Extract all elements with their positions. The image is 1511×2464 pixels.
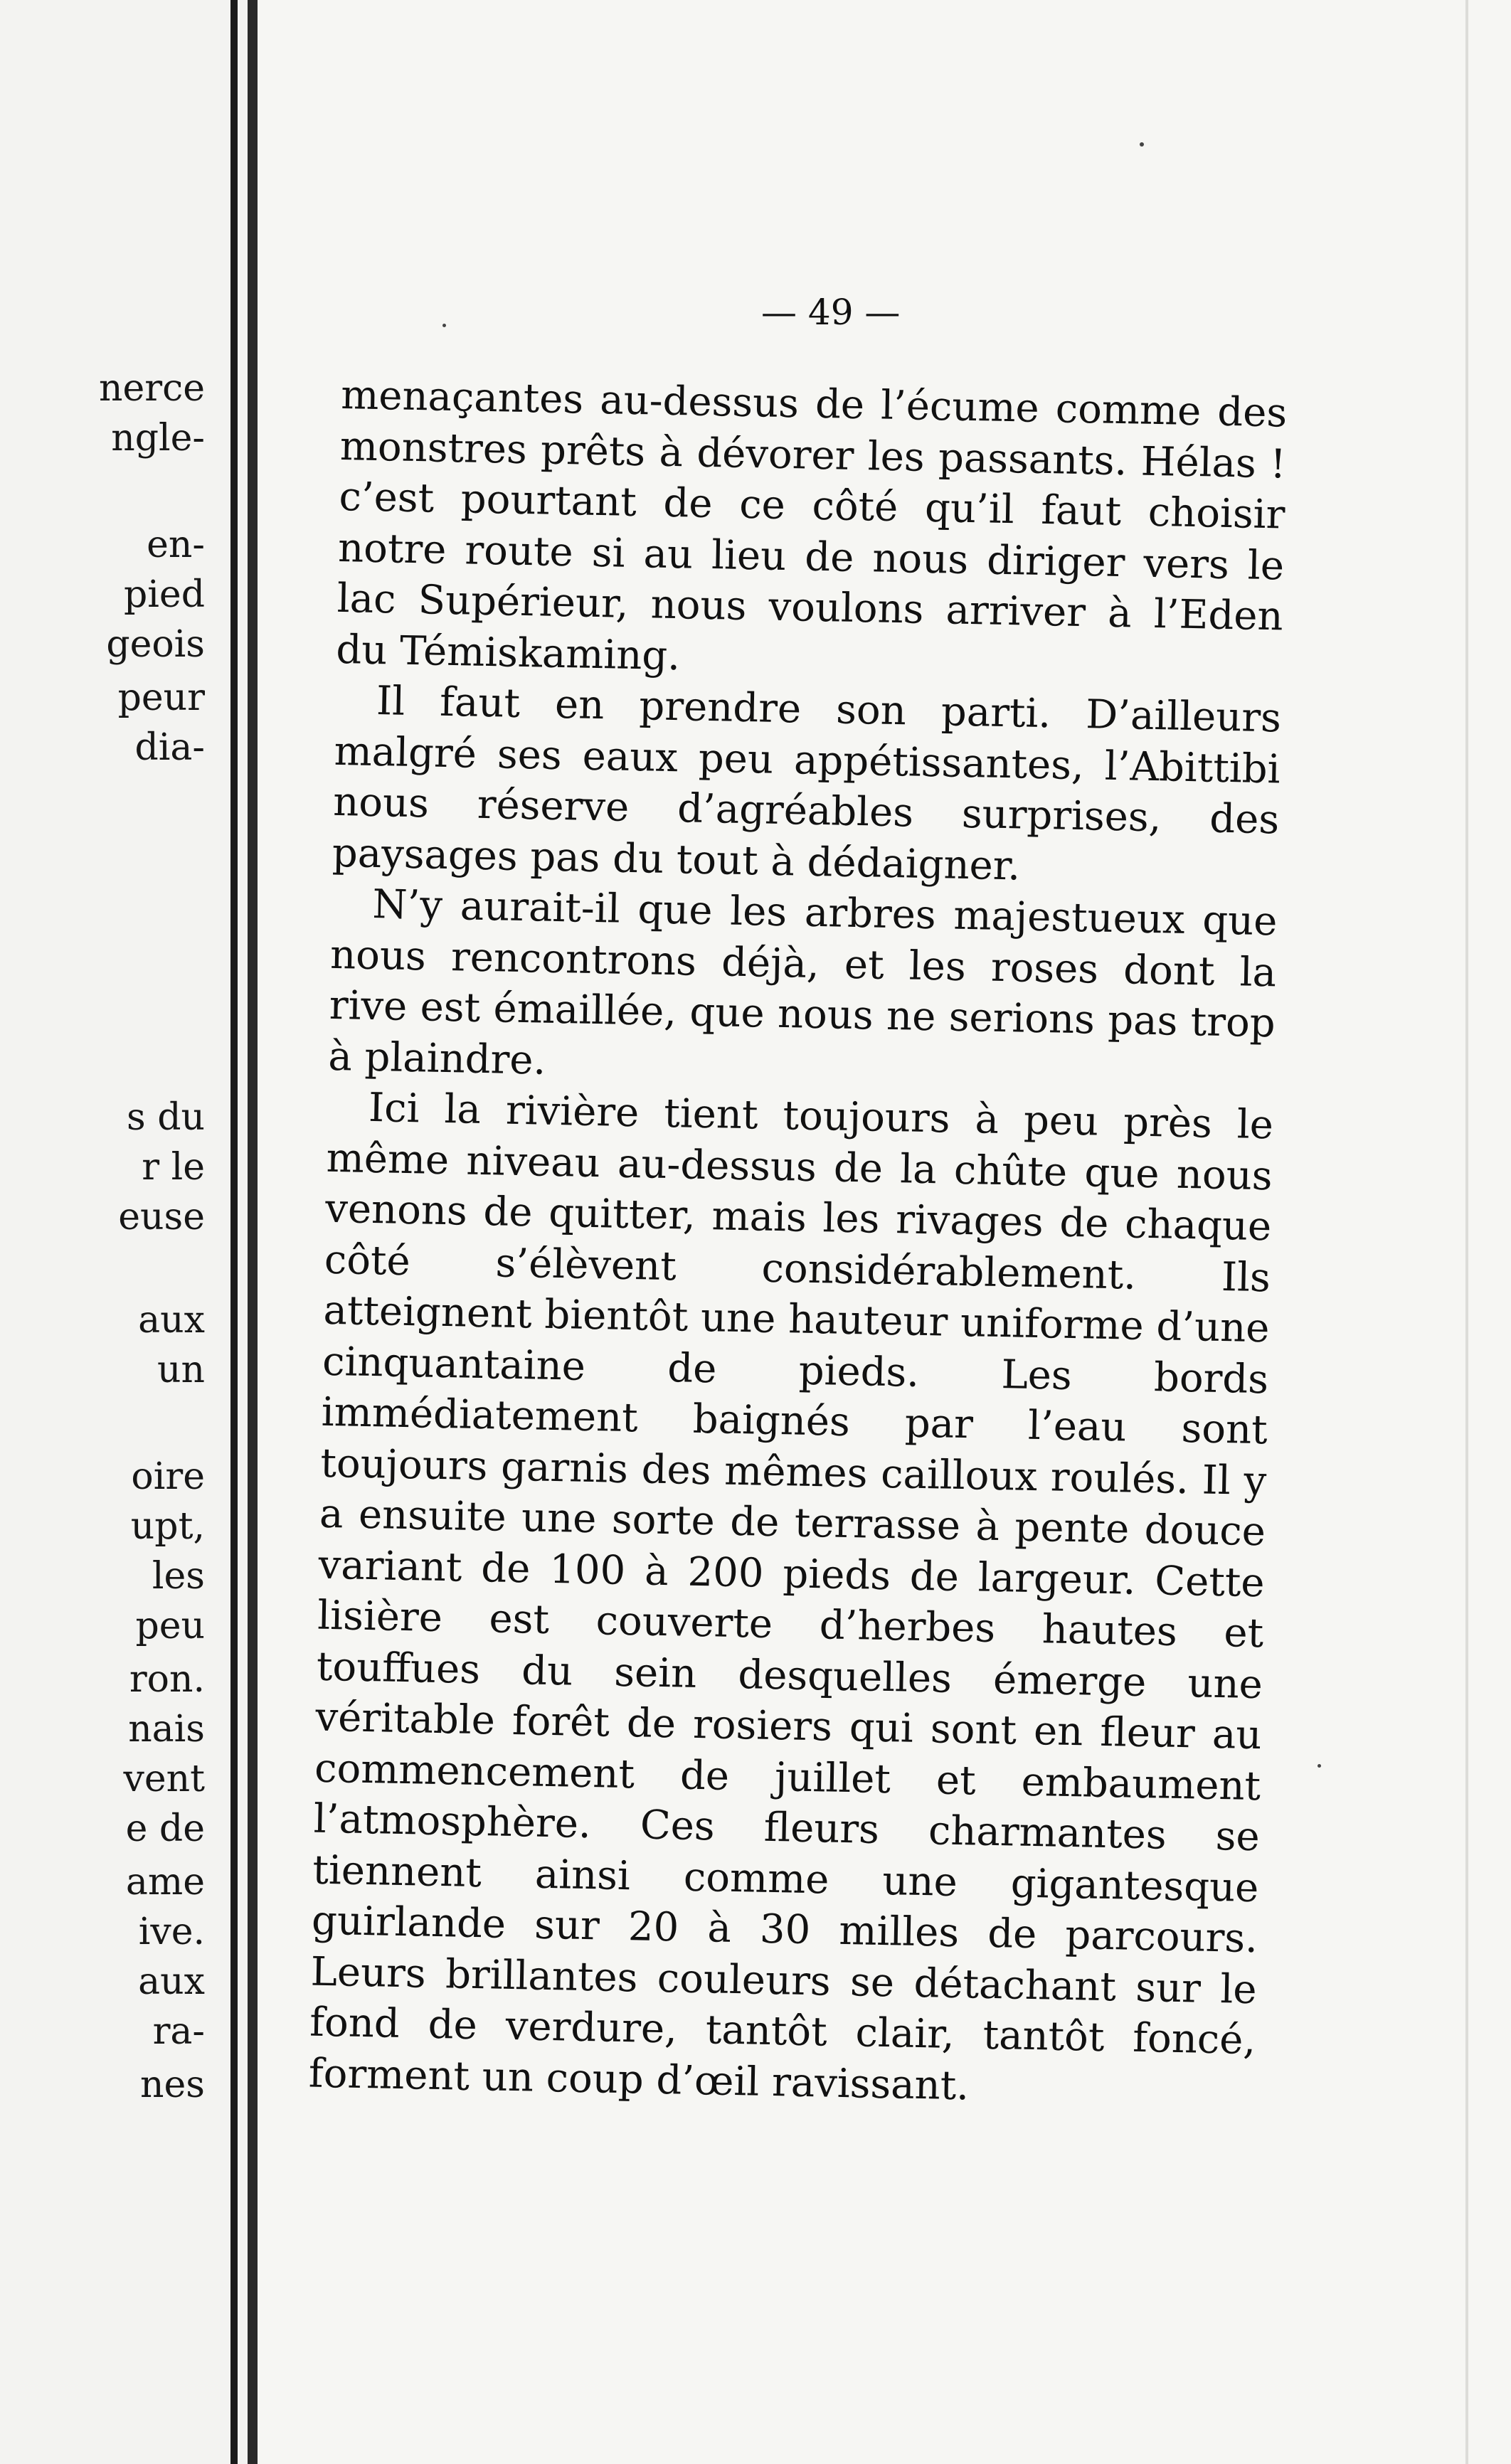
left-fragment: ra-: [152, 2010, 205, 2053]
left-fragment: nes: [140, 2064, 205, 2106]
scan-speck: [1140, 142, 1144, 147]
left-fragment: pied: [124, 573, 205, 616]
left-fragment: un: [157, 1349, 205, 1391]
left-fragment: aux: [138, 1299, 205, 1342]
left-fragment: upt,: [130, 1505, 205, 1548]
left-fragment: vent: [123, 1758, 205, 1800]
left-fragment: les: [152, 1555, 205, 1598]
left-fragment: geois: [106, 623, 205, 666]
book-gutter: [248, 0, 258, 2464]
previous-page-edge-line: [230, 0, 238, 2464]
left-fragment: r le: [142, 1146, 205, 1189]
paragraph: menaçantes au-dessus de l’écume comme des monstres prêts à dévorer les passants. Hélas ! c’est pourtant de ce côté qu’il faut choisir notre route si au lieu de nous diriger vers le lac Supérieur, nous voulons arriver à l’Eden du Témiskaming.: [335, 371, 1288, 679]
left-fragment: ron.: [129, 1658, 205, 1701]
left-fragment: ive.: [138, 1911, 205, 1953]
paragraph: Il faut en prendre son parti. D’ailleurs malgré ses eaux peu appétissantes, l’Abittibi nous réserve d’agréables surprises, des paysages pas du tout à dédaigner.: [332, 678, 1282, 889]
previous-page-sliver: [0, 0, 248, 2464]
left-fragment: nerce: [98, 367, 205, 410]
left-fragment: s du: [127, 1096, 205, 1139]
left-fragment: dia-: [134, 726, 205, 769]
left-fragment: peur: [117, 676, 205, 719]
left-fragment: ngle-: [111, 417, 205, 460]
left-fragment: en-: [147, 524, 205, 566]
left-fragment: euse: [118, 1196, 205, 1238]
left-fragment: peu: [135, 1605, 205, 1647]
paragraph: N’y aurait-il que les arbres majestueux que nous rencontrons déjà, et les roses dont la rive est émaillée, que nous ne serions pas trop à plaindre.: [327, 881, 1278, 1084]
left-fragment: e de: [125, 1807, 205, 1850]
current-page: [258, 0, 1511, 2464]
scan-speck: [442, 324, 446, 327]
left-fragment: oire: [131, 1455, 205, 1498]
left-fragment: aux: [138, 1960, 205, 2003]
scan-speck: [1318, 1764, 1321, 1768]
left-fragment: ame: [125, 1861, 205, 1903]
page-number: — 49 —: [761, 292, 901, 333]
left-fragment: nais: [128, 1708, 205, 1751]
paragraph: Ici la rivière tient toujours à peu près le même niveau au-dessus de la chûte que nous venons de quitter, mais les rivages de chaque côté s’élèvent considérablement. Ils atteignent bientôt une hauteur uniforme d’une cinquantaine de pieds. Les bords immédiatement baignés par l’eau sont toujours garnis des mêmes cailloux roulés. Il y a ensuite une sorte de terrasse à pente douce variant de 100 à 200 pieds de largeur. Cette lisière est couverte d’herbes hautes et touffues du sein desquelles émerge une véritable forêt de rosiers qui sont en fleur au commencement de juillet et embaument l’atmosphère. Ces fleurs charmantes se tiennent ainsi comme une gigantesque guirlande sur 20 à 30 milles de parcours. Leurs brillantes couleurs se détachant sur le fond de verdure, tantôt clair, tantôt foncé, forment un coup d’œil ravissant.: [308, 1084, 1274, 2109]
page-edge-line: [1465, 0, 1468, 2464]
body-text: [308, 370, 1287, 2117]
